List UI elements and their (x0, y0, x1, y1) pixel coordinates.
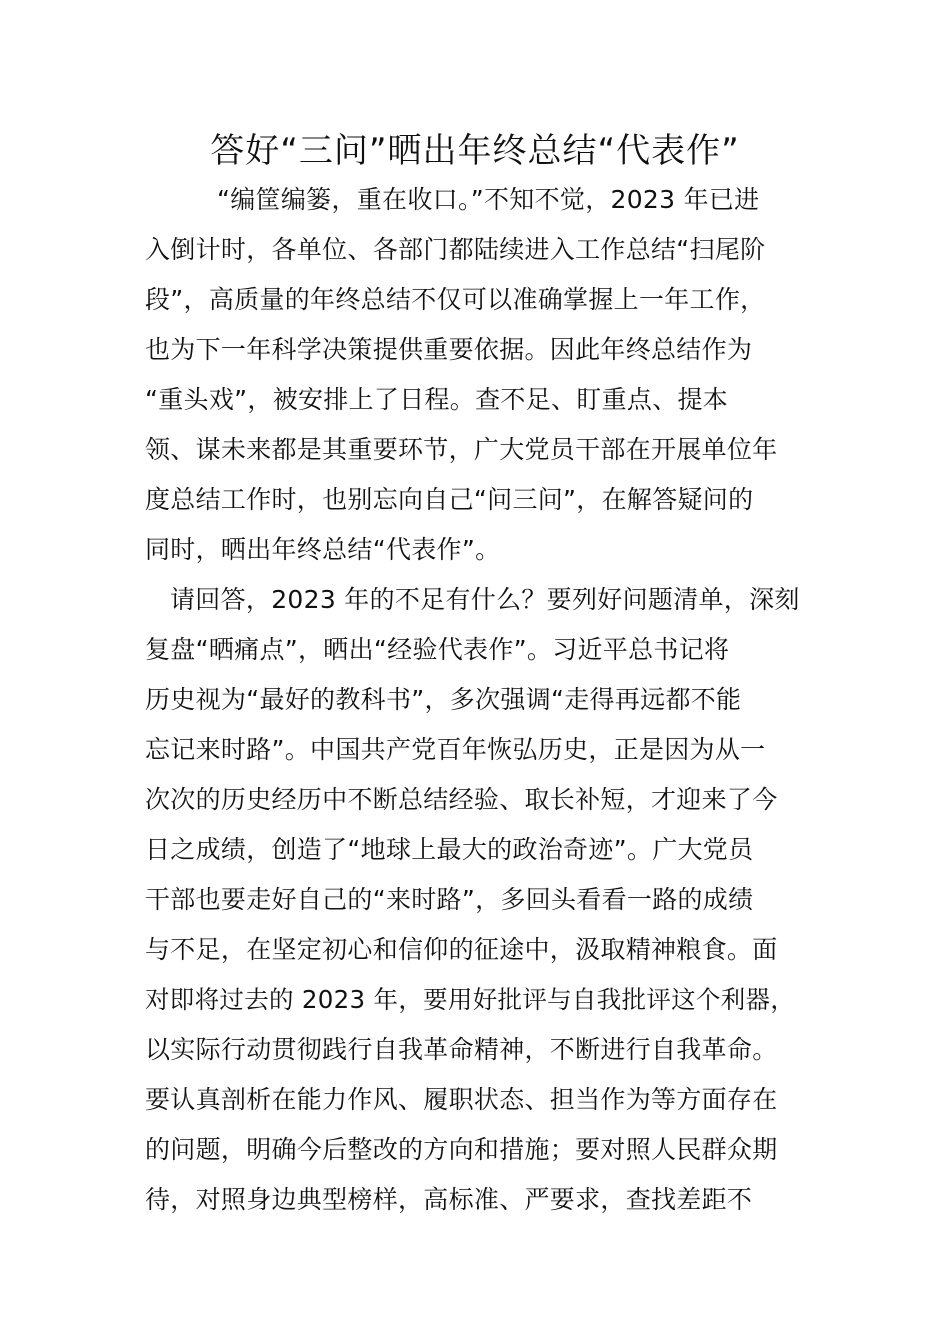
paragraph-line: 入倒计时，各单位、各部门都陆续进入工作总结“扫尾阶 (145, 235, 766, 264)
paragraph-line: “编筐编篓，重在收口。”不知不觉，2023 年已进 (217, 185, 760, 214)
paragraph-line: 度总结工作时，也别忘向自己“问三问”，在解答疑问的 (145, 485, 754, 514)
paragraph-line: 次次的历史经历中不断总结经验、取长补短，才迎来了今 (145, 785, 778, 814)
paragraph-line: 请回答，2023 年的不足有什么？要列好问题清单，深刻 (170, 585, 800, 614)
paragraph-line: 忘记来时路”。中国共产党百年恢弘历史，正是因为从一 (145, 735, 766, 764)
paragraph-line: 与不足，在坚定初心和信仰的征途中，汲取精神粮食。面 (145, 935, 778, 964)
paragraph-line: 干部也要走好自己的“来时路”，多回头看看一路的成绩 (145, 885, 754, 914)
paragraph-line: 待，对照身边典型榜样，高标准、严要求，查找差距不 (145, 1185, 753, 1214)
paragraph-line: 同时，晒出年终总结“代表作”。 (145, 535, 501, 564)
paragraph-line: 历史视为“最好的教科书”，多次强调“走得再远都不能 (145, 685, 742, 714)
paragraph-line: 段”，高质量的年终总结不仅可以准确掌握上一年工作， (145, 285, 766, 314)
paragraph-line: 对即将过去的 2023 年，要用好批评与自我批评这个利器， (145, 985, 796, 1014)
paragraph-line: 要认真剖析在能力作风、履职状态、担当作为等方面存在 (145, 1085, 778, 1114)
paragraph-line: 的问题，明确今后整改的方向和措施；要对照人民群众期 (145, 1135, 778, 1164)
paragraph-line: 复盘“晒痛点”，晒出“经验代表作”。习近平总书记将 (145, 635, 730, 664)
document-title: 答好“三问”晒出年终总结“代表作” (210, 131, 740, 171)
paragraph-line: 领、谋未来都是其重要环节，广大党员干部在开展单位年 (145, 435, 778, 464)
paragraph-line: 日之成绩，创造了“地球上最大的政治奇迹”。广大党员 (145, 835, 754, 864)
paragraph-line: 以实际行动贯彻践行自我革命精神，不断进行自我革命。 (145, 1035, 778, 1064)
paragraph-line: “重头戏”，被安排上了日程。查不足、盯重点、提本 (145, 385, 729, 414)
paragraph-line: 也为下一年科学决策提供重要依据。因此年终总结作为 (145, 335, 753, 364)
